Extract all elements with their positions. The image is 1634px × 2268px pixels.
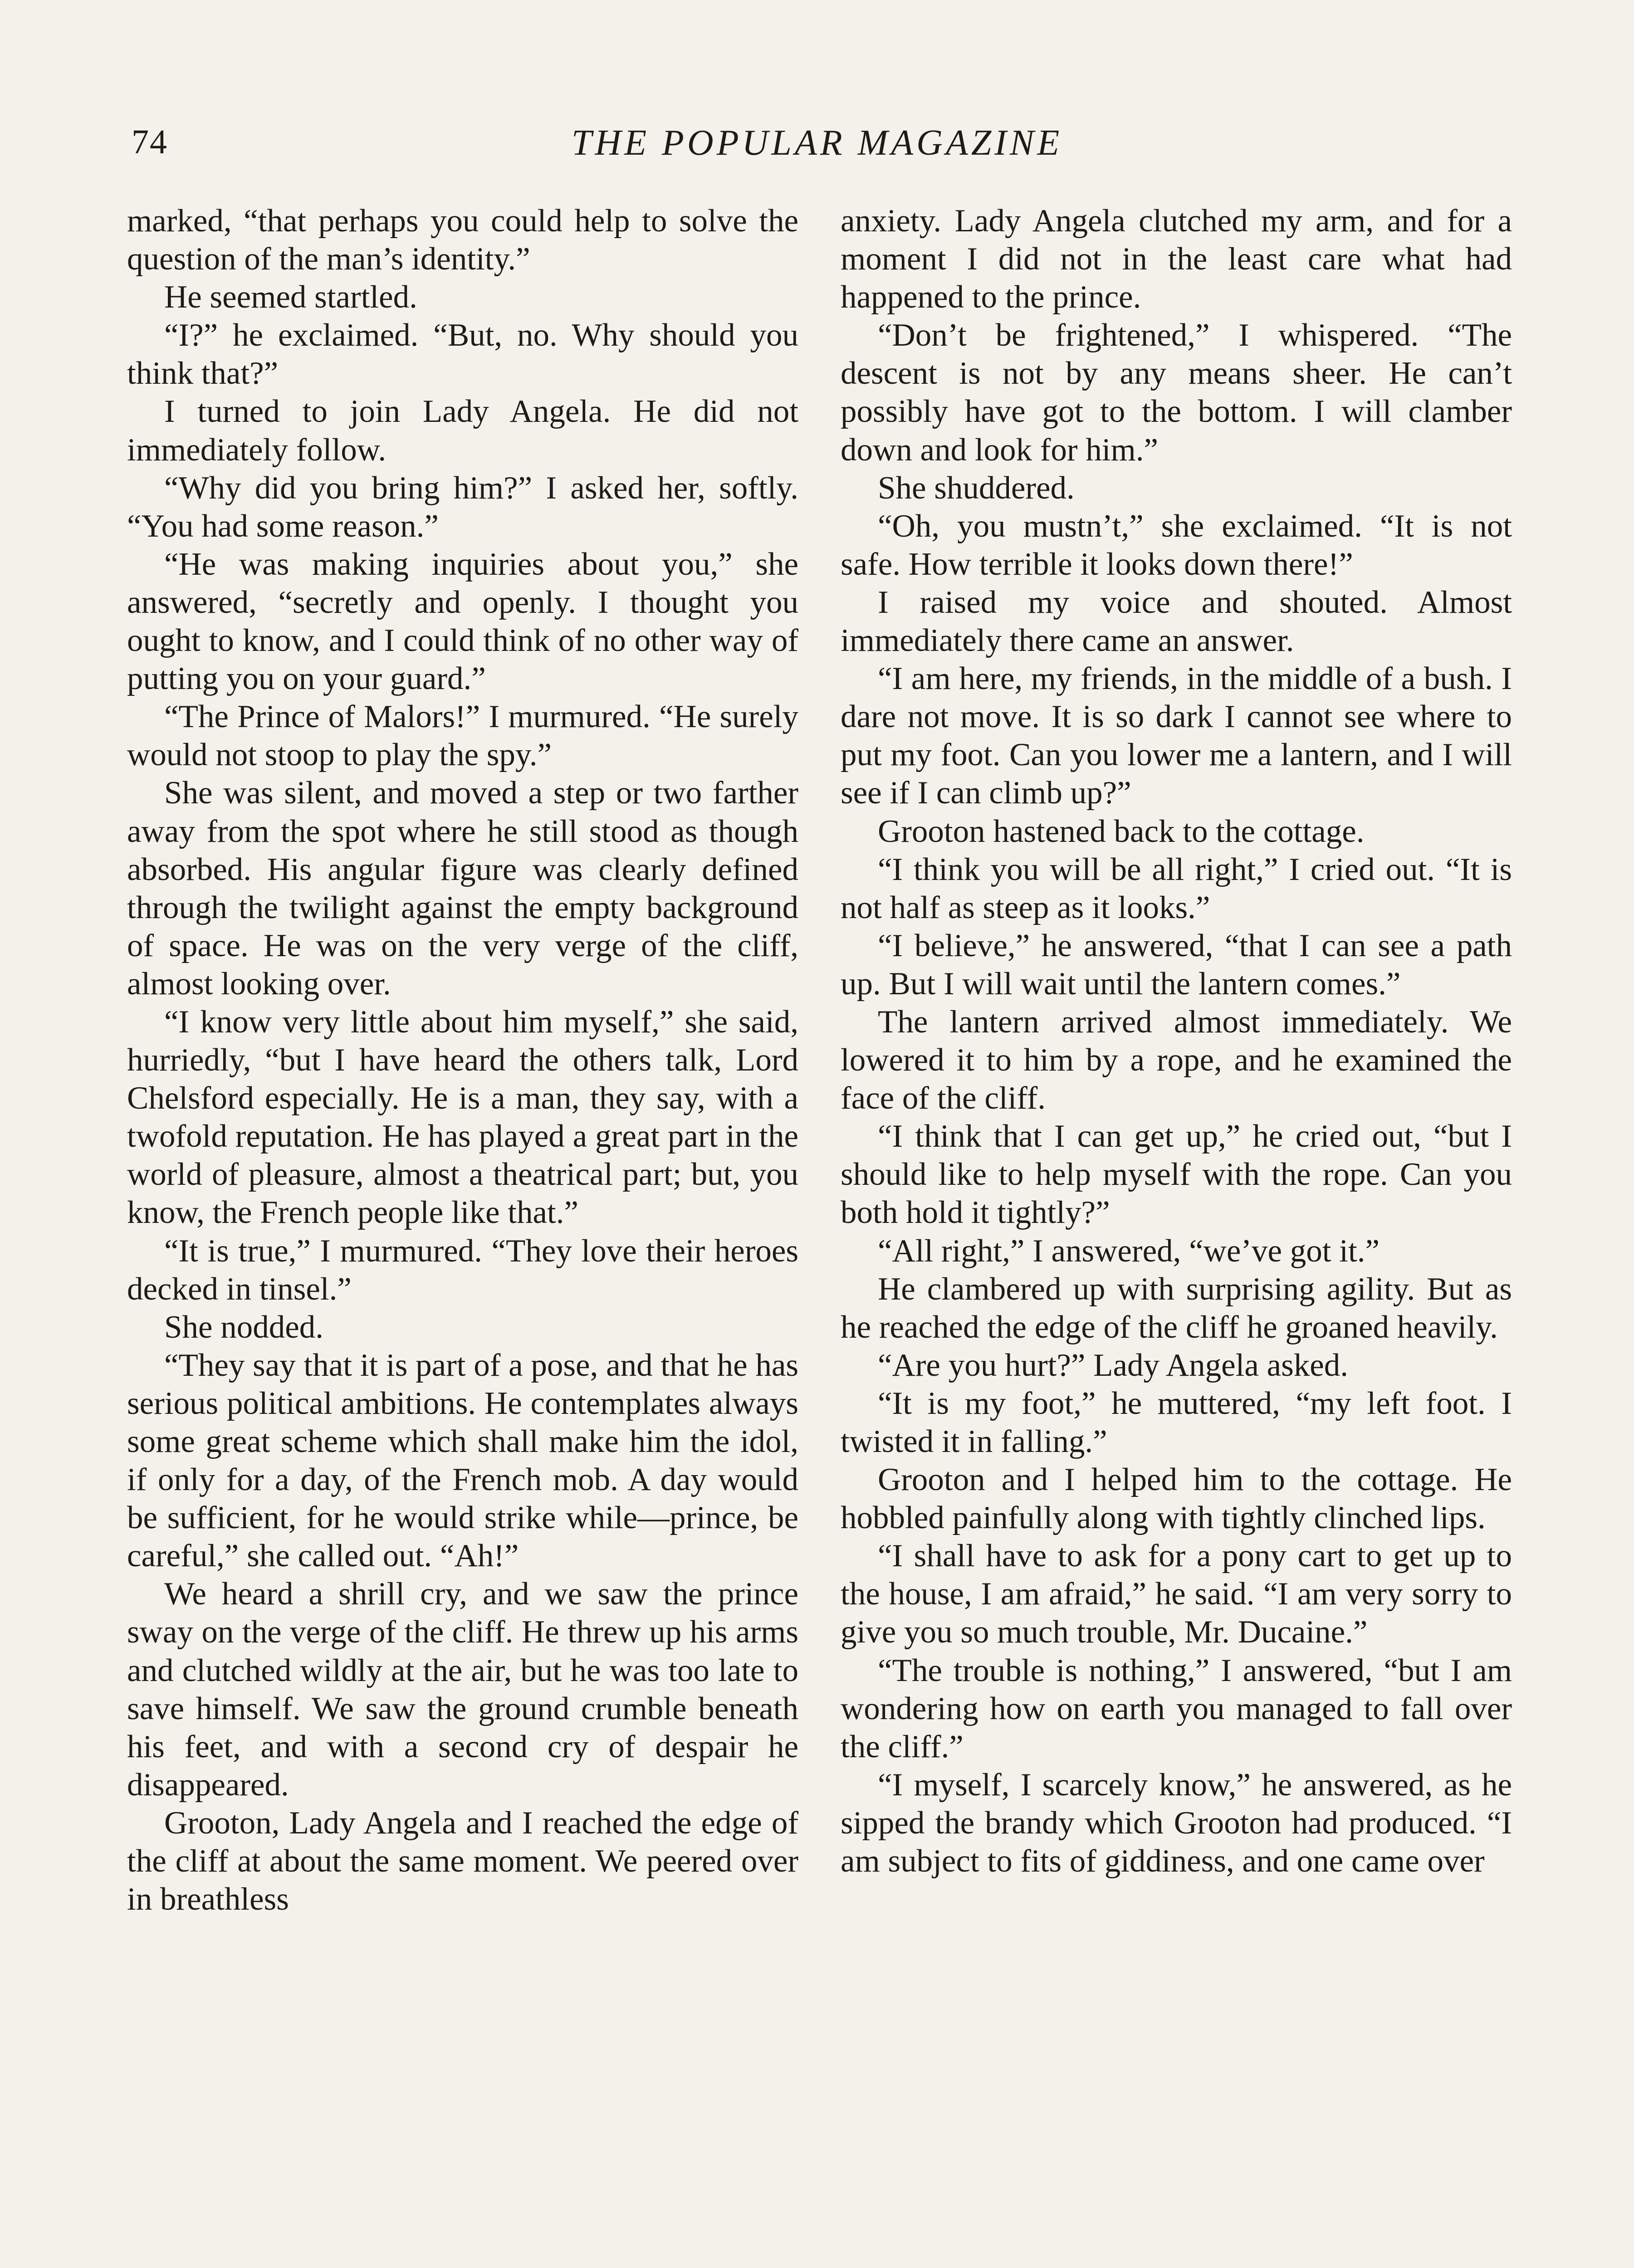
paragraph: “The trouble is nothing,” I answered, “but I am wondering how on earth you managed to fall over the cliff.” (841, 1652, 1512, 1765)
paragraph: “I think you will be all right,” I cried out. “It is not half as steep as it looks.” (841, 851, 1512, 925)
paragraph: “He was making inquiries about you,” she answered, “secretly and openly. I thought you ought to know, and I could think of no other way of putting you on your guard.” (127, 546, 798, 697)
paragraph: He seemed startled. (164, 279, 417, 315)
left-column (127, 202, 798, 1918)
page-header (127, 113, 1507, 168)
right-column (841, 202, 1512, 1880)
paragraph: “I know very little about him myself,” she said, hurriedly, “but I have heard the others talk, Lord Chelsford especially. He is a man, they say, with a twofold reputation. He has played a great part in the world of pleasure, almost a theatrical part; but, you know, the French people like that.” (127, 1004, 798, 1231)
paragraph: Grooton hastened back to the cottage. (878, 813, 1365, 849)
paragraph: anxiety. Lady Angela clutched my arm, and for a moment I did not in the least care what had happened to the prince. (841, 203, 1512, 315)
paragraph: “The Prince of Malors!” I murmured. “He surely would not stoop to play the spy.” (127, 699, 798, 773)
paragraph: “Are you hurt?” Lady Angela asked. (878, 1347, 1348, 1383)
paragraph: “Why did you bring him?” I asked her, softly. “You had some reason.” (127, 470, 798, 544)
paragraph: Grooton and I helped him to the cottage. He hobbled painfully along with tightly clinched lips. (841, 1462, 1512, 1536)
running-head: THE POPULAR MAGAZINE (571, 123, 1063, 163)
paragraph: “It is my foot,” he muttered, “my left foot. I twisted it in falling.” (841, 1385, 1512, 1459)
paragraph: “I think that I can get up,” he cried out, “but I should like to help myself with the rope. Can you both hold it tightly?” (841, 1119, 1512, 1231)
paragraph: marked, “that perhaps you could help to solve the question of the man’s identity.” (127, 203, 798, 277)
paragraph: “I myself, I scarcely know,” he answered, as he sipped the brandy which Grooton had produced. “I am subject to fits of giddiness, and one came over (841, 1767, 1512, 1879)
paragraph: She shuddered. (878, 470, 1075, 506)
paragraph: “Don’t be frightened,” I whispered. “The descent is not by any means sheer. He can’t possibly have got to the bottom. I will clamber down and look for him.” (841, 318, 1512, 468)
page-number: 74 (132, 123, 168, 161)
paragraph: She nodded. (164, 1309, 324, 1345)
paragraph: “I am here, my friends, in the middle of a bush. I dare not move. It is so dark I cannot see where to put my foot. Can you lower me a lantern, and I will see if I can climb up?” (841, 661, 1512, 811)
paragraph: The lantern arrived almost immediately. We lowered it to him by a rope, and he examined the face of the cliff. (841, 1004, 1512, 1116)
paragraph: Grooton, Lady Angela and I reached the edge of the cliff at about the same moment. We peered over in breathless (127, 1805, 798, 1917)
paragraph: He clambered up with surprising agility. But as he reached the edge of the cliff he groaned heavily. (841, 1271, 1512, 1345)
paragraph: We heard a shrill cry, and we saw the prince sway on the verge of the cliff. He threw up his arms and clutched wildly at the air, but he was too late to save himself. We saw the ground crumble beneath his feet, and with a second cry of despair he disappeared. (127, 1576, 798, 1803)
paragraph: I turned to join Lady Angela. He did not immediately follow. (127, 394, 798, 468)
paragraph: “All right,” I answered, “we’ve got it.” (878, 1233, 1380, 1269)
paragraph: “I believe,” he answered, “that I can see a path up. But I will wait until the lantern comes.” (841, 928, 1512, 1002)
paragraph: “I?” he exclaimed. “But, no. Why should you think that?” (127, 318, 798, 391)
paragraph: “I shall have to ask for a pony cart to get up to the house, I am afraid,” he said. “I am very sorry to give you so much trouble, Mr. Ducaine.” (841, 1538, 1512, 1650)
paragraph: She was silent, and moved a step or two farther away from the spot where he still stood as though absorbed. His angular figure was clearly defined through the twilight against the empty background of space. He was on the very verge of the cliff, almost looking over. (127, 775, 798, 1002)
paragraph: I raised my voice and shouted. Almost immediately there came an answer. (841, 584, 1512, 659)
paragraph: “Oh, you mustn’t,” she exclaimed. “It is not safe. How terrible it looks down there!” (841, 508, 1512, 582)
paragraph: “They say that it is part of a pose, and that he has serious political ambitions. He contemplates always some great scheme which shall make him the idol, if only for a day, of the French mob. A day would be sufficient, for he would strike while—prince, be careful,” she called out. “Ah!” (127, 1347, 798, 1574)
paragraph: “It is true,” I murmured. “They love their heroes decked in tinsel.” (127, 1233, 798, 1307)
